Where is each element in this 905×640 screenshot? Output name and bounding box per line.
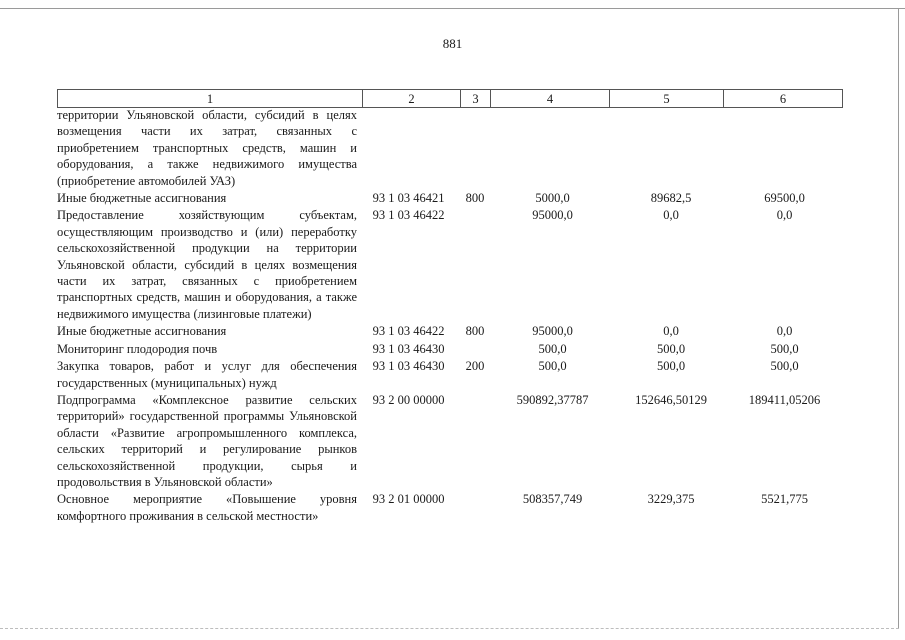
item-value-2: 500,0	[656, 341, 686, 356]
table-row	[57, 190, 842, 206]
item-type: 200	[465, 359, 485, 374]
item-value-1: 500,0	[538, 341, 567, 356]
item-value-3: 0,0	[776, 208, 793, 223]
frame-bottom-line	[0, 628, 899, 629]
column-header-table	[57, 89, 843, 108]
budget-table-body	[57, 107, 842, 525]
item-value-1: 95000,0	[532, 208, 573, 223]
table-row	[57, 341, 842, 357]
item-name: Мониторинг плодородия почв	[57, 341, 218, 356]
item-name: Предоставление хозяйствующим субъектам, осуществляющим производство и (или) переработку сельскохозяйственной продукции на территории Ульяновской области, субсидий в целях возмещения части их затрат, связанных с приобретением транспортных средств, машин и оборудования, а также недвижимого имущества (лизинговые платежи)	[57, 208, 357, 321]
item-value-3: 189411,05206	[748, 392, 821, 407]
column-header: 2	[363, 90, 461, 108]
page-number: 881	[442, 36, 463, 51]
item-code: 93 1 03 46430	[372, 359, 445, 374]
item-name: Иные бюджетные ассигнования	[57, 191, 227, 206]
item-type: 800	[465, 191, 485, 206]
table-row	[57, 107, 842, 189]
table-row	[57, 358, 842, 391]
item-value-3: 69500,0	[764, 191, 805, 206]
item-code: 93 1 03 46421	[372, 191, 445, 206]
item-name: Основное мероприятие «Повышение уровня комфортного проживания в сельской местности»	[57, 492, 357, 523]
table-row	[57, 392, 842, 490]
column-header-row	[58, 90, 843, 108]
item-value-2: 89682,5	[650, 191, 692, 206]
item-code: 93 1 03 46422	[372, 208, 445, 223]
item-value-1: 508357,749	[522, 492, 583, 507]
item-code: 93 1 03 46430	[372, 341, 445, 356]
item-code: 93 2 01 00000	[372, 492, 445, 507]
item-name: Подпрограмма «Комплексное развитие сельских территорий» государственной программы Ульяновской области «Развитие агропромышленного комплекса, сельских территорий и регулирование рынков сельскохозяйственной продукции, сырья и продовольствия в Ульяновской области»	[57, 392, 357, 489]
item-value-1: 5000,0	[535, 191, 570, 206]
item-value-3: 5521,775	[761, 492, 808, 507]
item-value-2: 0,0	[663, 324, 679, 339]
item-value-2: 3229,375	[647, 492, 695, 507]
table-row	[57, 207, 842, 322]
table-row	[57, 491, 842, 524]
column-header: 4	[491, 90, 610, 108]
column-header: 1	[58, 90, 363, 108]
item-value-3: 500,0	[770, 341, 799, 356]
column-header: 5	[610, 90, 724, 108]
item-value-1: 500,0	[538, 359, 567, 374]
item-value-2: 152646,50129	[635, 392, 707, 407]
item-type: 800	[465, 324, 485, 339]
item-name: территории Ульяновской области, субсидий в целях возмещения части их затрат, связанных с приобретением транспортных средств, машин и оборудования, а также недвижимого имущества (приобретение автомобилей УАЗ)	[57, 108, 357, 188]
item-value-1: 95000,0	[532, 324, 573, 339]
table-row	[57, 323, 842, 339]
column-header: 6	[724, 90, 843, 108]
item-value-2: 500,0	[656, 359, 686, 374]
item-value-3: 0,0	[776, 324, 793, 339]
item-value-3: 500,0	[770, 359, 799, 374]
item-code: 93 2 00 00000	[372, 392, 445, 407]
frame-right-line	[898, 8, 899, 628]
item-value-1: 590892,37787	[516, 392, 589, 407]
item-name: Иные бюджетные ассигнования	[57, 324, 227, 339]
item-code: 93 1 03 46422	[372, 324, 445, 339]
item-name: Закупка товаров, работ и услуг для обеспечения государственных (муниципальных) нужд	[57, 359, 357, 390]
frame-top-line	[0, 8, 905, 9]
item-value-2: 0,0	[663, 208, 679, 223]
column-header: 3	[461, 90, 491, 108]
